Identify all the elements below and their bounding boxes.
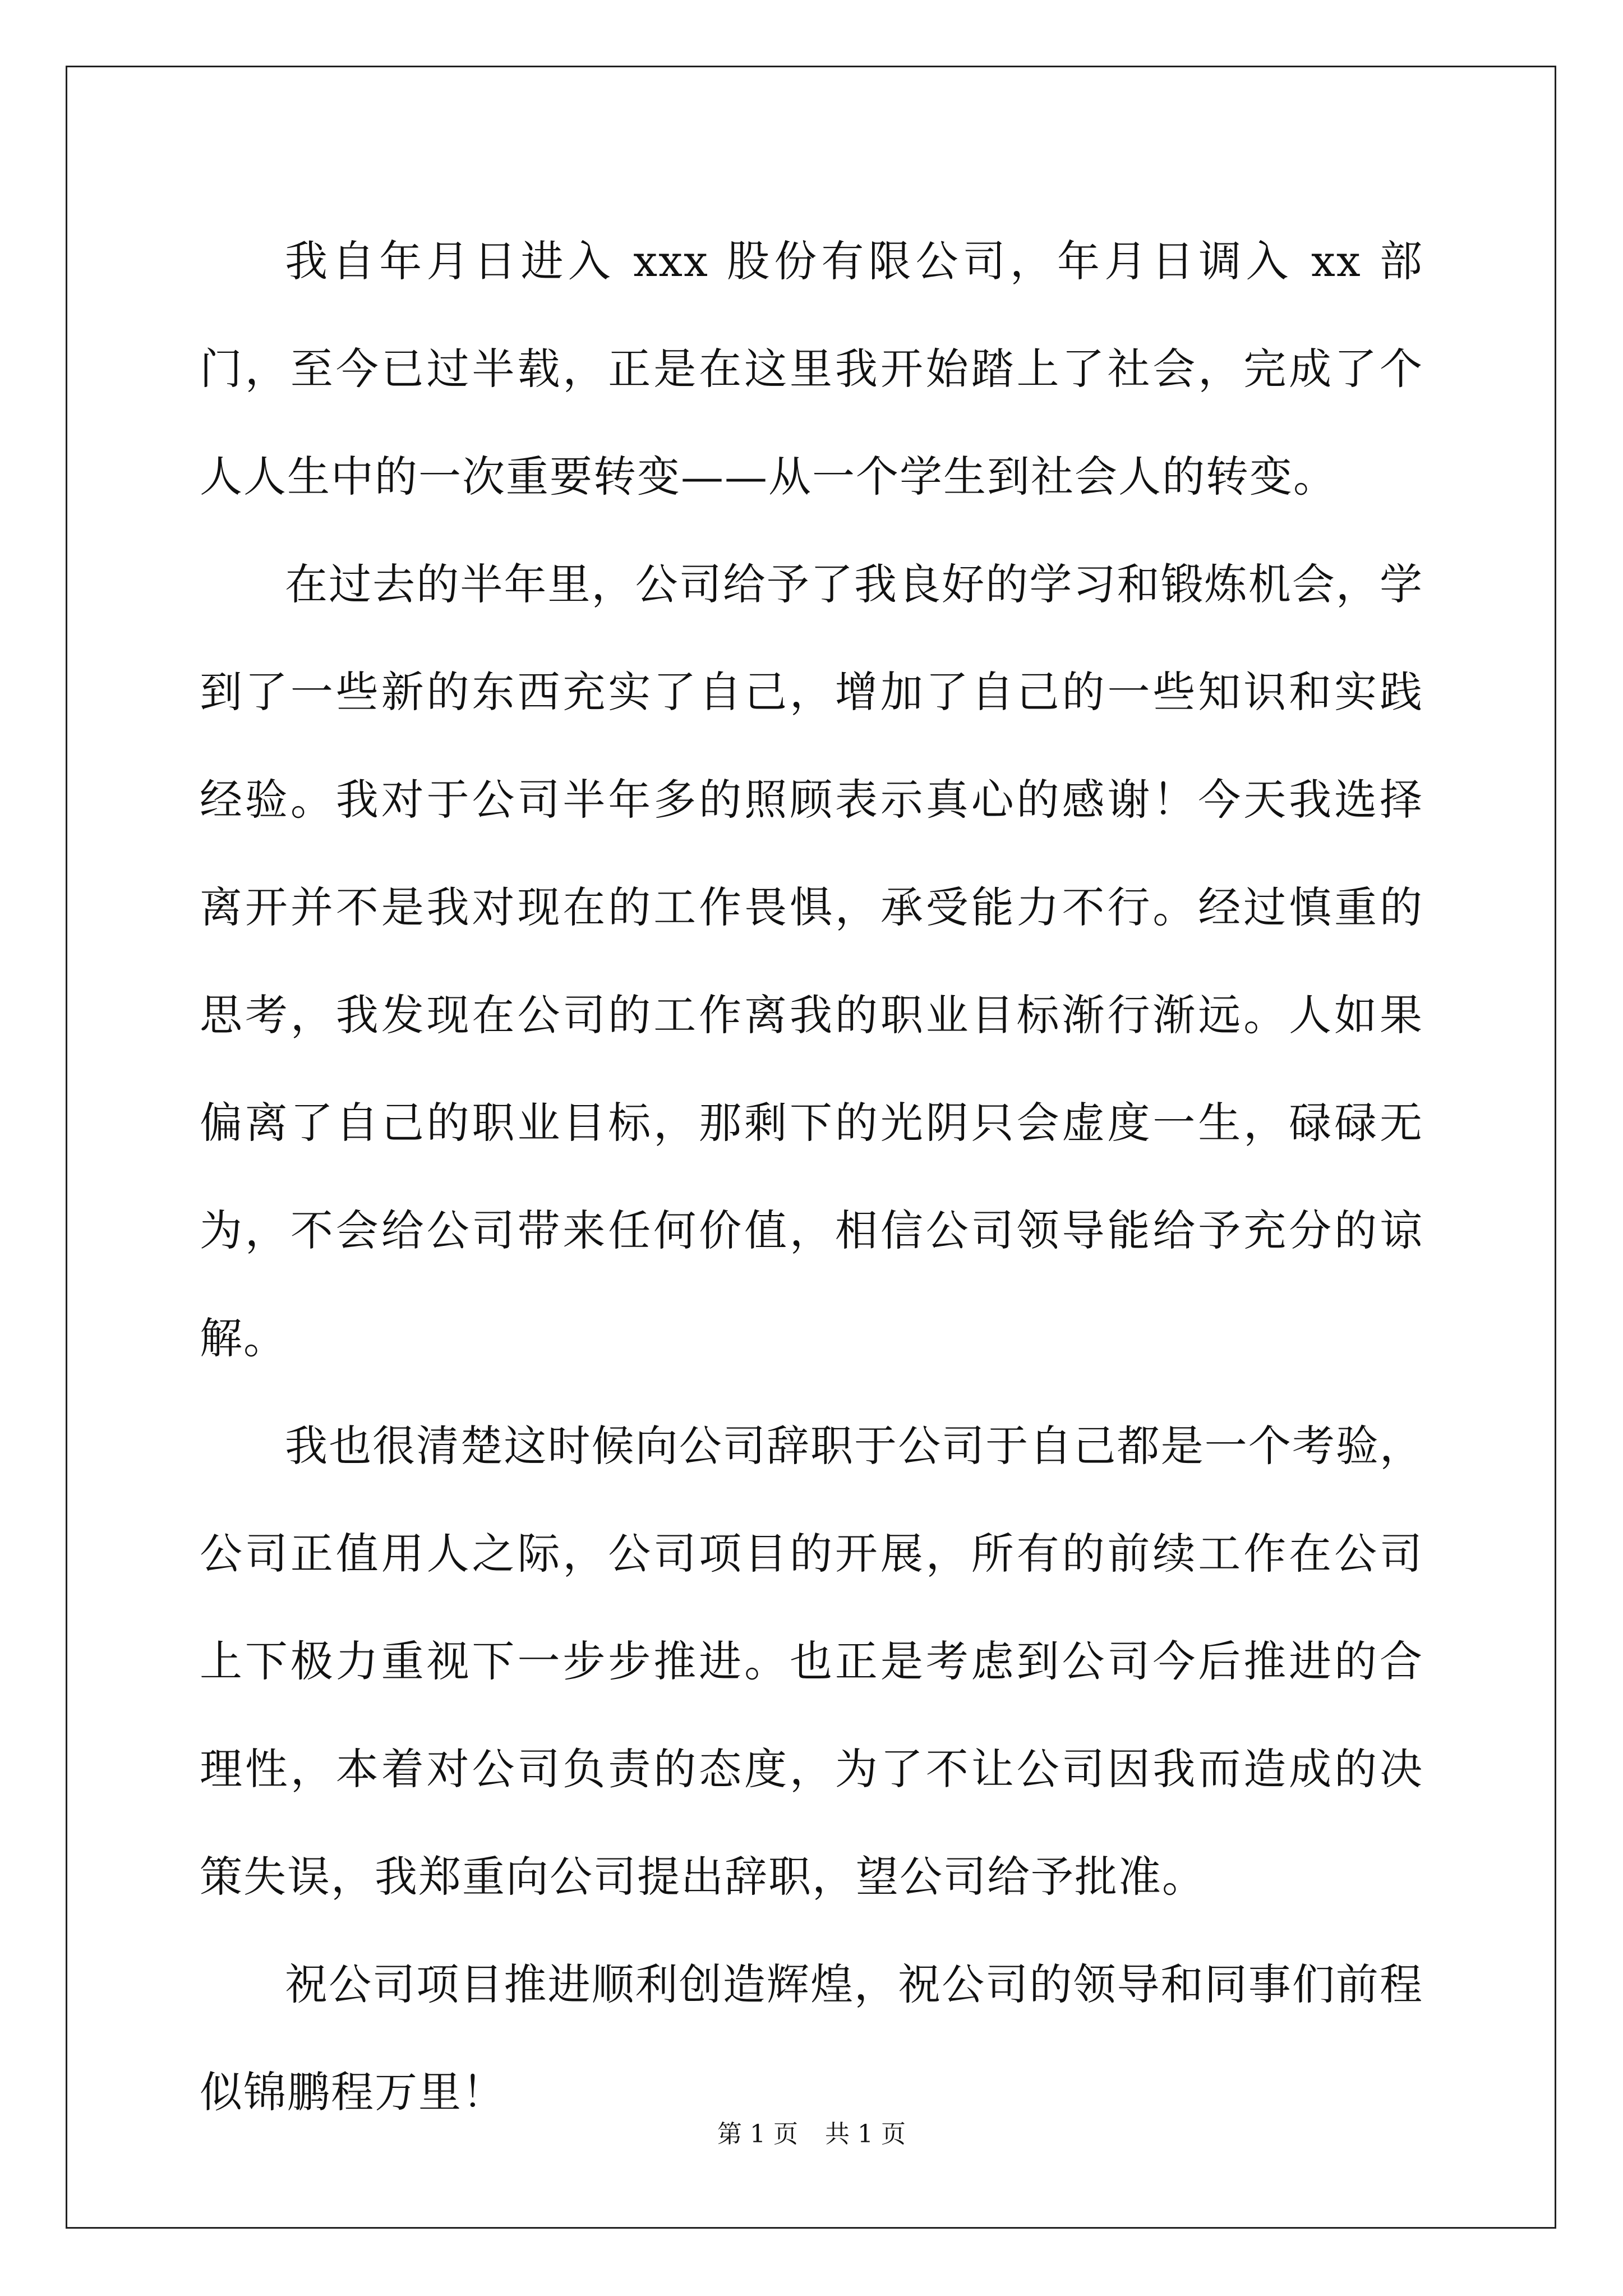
page-footer	[0, 2118, 1623, 2151]
paragraph-2: 在过去的半年里，公司给予了我良好的学习和锻炼机会，学到了一些新的东西充实了自己，增加了自己的一些知识和实践经验。我对于公司半年多的照顾表示真心的感谢！今天我选择离开并不是我对现在的工作畏惧，承受能力不行。经过慎重的思考，我发现在公司的工作离我的职业目标渐行渐远。人如果偏离了自己的职业目标，那剩下的光阴只会虚度一生，碌碌无为，不会给公司带来任何价值，相信公司领导能给予充分的谅解。	[200, 559, 1423, 1363]
paragraph-4: 祝公司项目推进顺利创造辉煌，祝公司的领导和同事们前程似锦鹏程万里！	[200, 1959, 1423, 2117]
page-number-total: 共 1 页	[825, 2120, 906, 2148]
paragraph-3: 我也很清楚这时候向公司辞职于公司于自己都是一个考验，公司正值用人之际，公司项目的开展，所有的前续工作在公司上下极力重视下一步步推进。也正是考虑到公司今后推进的合理性，本着对公司负责的态度，为了不让公司因我而造成的决策失误，我郑重向公司提出辞职，望公司给予批准。	[200, 1421, 1423, 1902]
page-number-current: 第 1 页	[717, 2120, 798, 2148]
document-body	[200, 208, 1423, 2146]
paragraph-1: 我自年月日进入 xxx 股份有限公司，年月日调入 xx 部门，至今已过半载，正是在这里我开始踏上了社会，完成了个人人生中的一次重要转变——从一个学生到社会人的转变。	[200, 236, 1423, 501]
